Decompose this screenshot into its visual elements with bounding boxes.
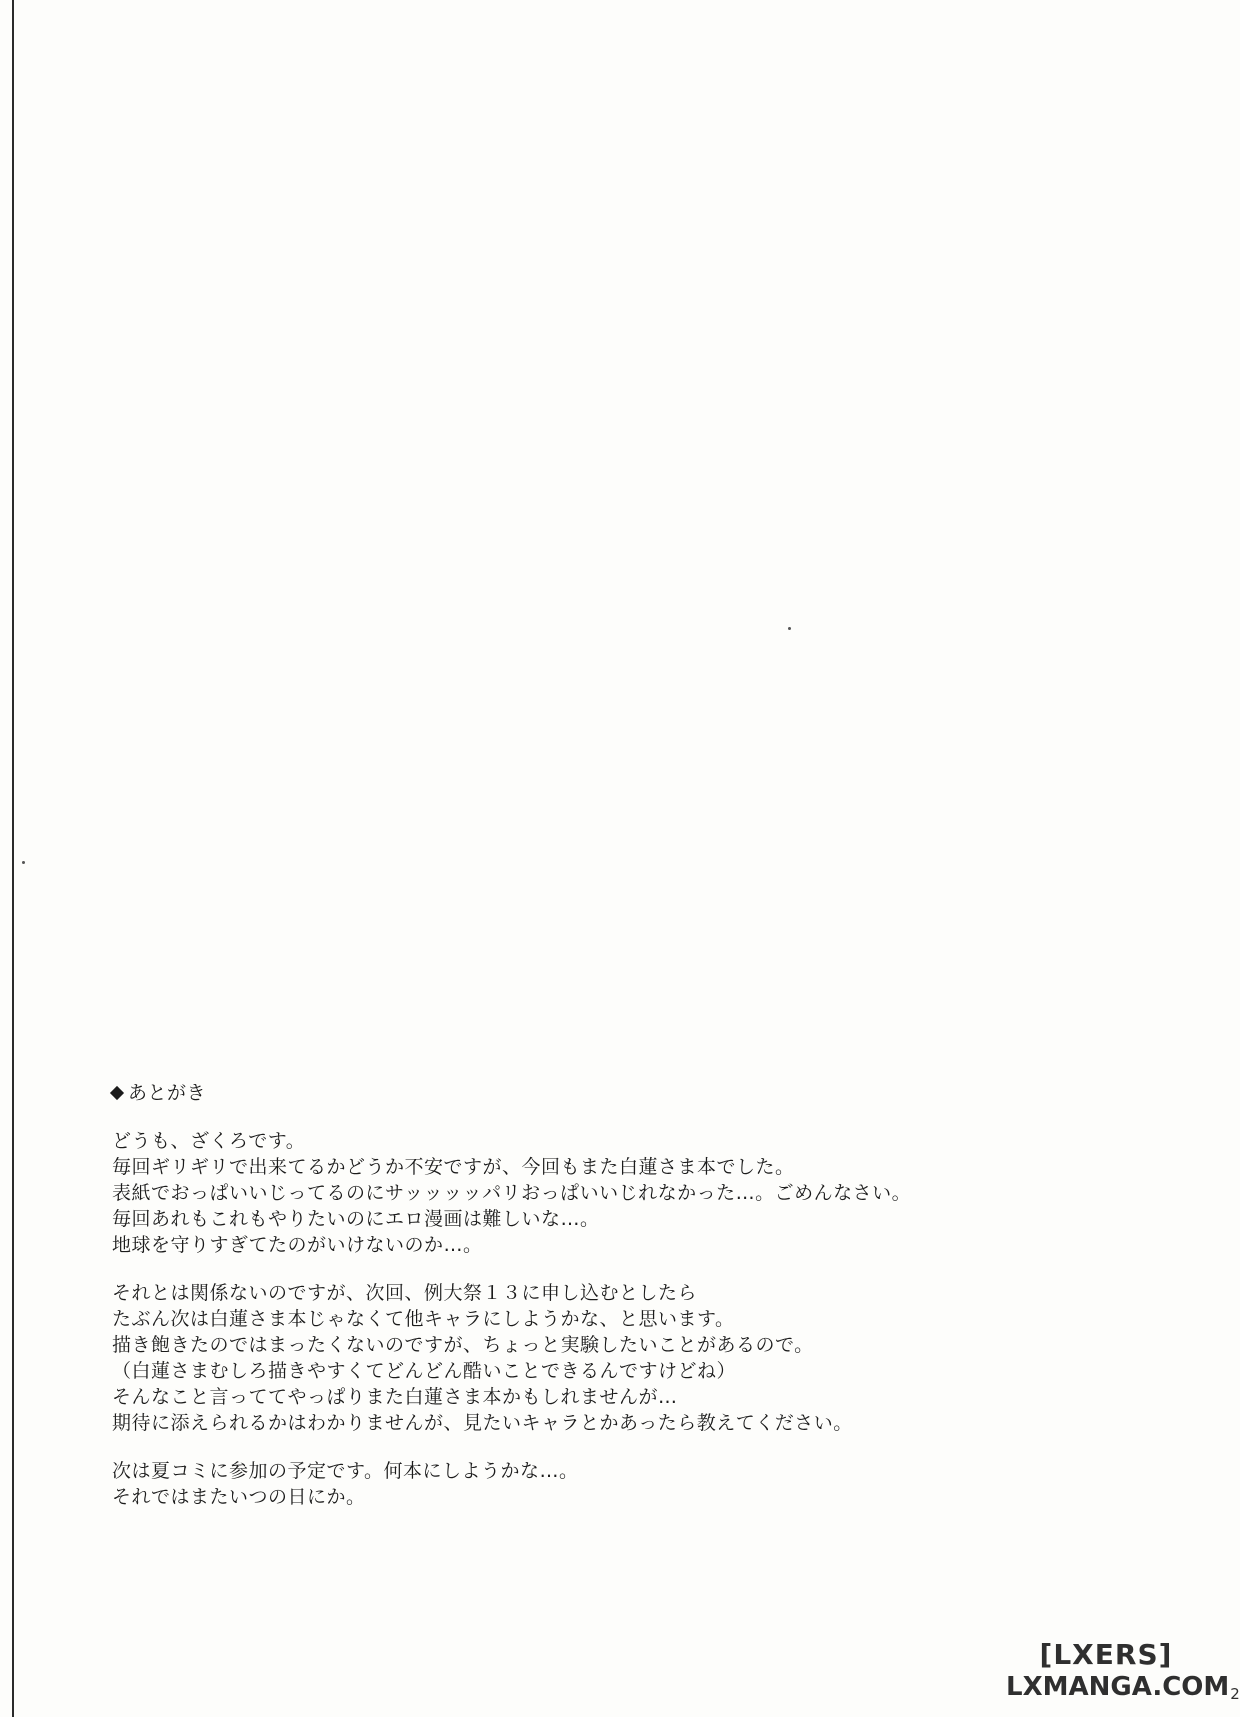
afterword-line: 地球を守りすぎてたのがいけないのか…。 xyxy=(112,1234,483,1256)
speck-mark xyxy=(22,861,25,864)
afterword-line: それではまたいつの日にか。 xyxy=(112,1486,366,1508)
watermark-group-name: [LXERS] xyxy=(1039,1638,1173,1671)
afterword-line: たぶん次は白蓮さま本じゃなくて他キャラにしようかな、と思います。 xyxy=(112,1308,735,1330)
afterword-line: 表紙でおっぱいいじってるのにサッッッッパリおっぱいいじれなかった…。ごめんなさい。 xyxy=(112,1182,912,1204)
afterword-line: 描き飽きたのではまったくないのですが、ちょっと実験したいことがあるので。 xyxy=(112,1334,814,1356)
afterword-heading-text: あとがき xyxy=(128,1082,207,1104)
afterword-line: それとは関係ないのですが、次回、例大祭１３に申し込むとしたら xyxy=(112,1282,698,1304)
watermark-site xyxy=(1006,1672,1240,1709)
afterword-line: （白蓮さまむしろ描きやすくてどんどん酷いことできるんですけどね） xyxy=(112,1360,737,1382)
afterword-line: 毎回ギリギリで出来てるかどうか不安ですが、今回もまた白蓮さま本でした。 xyxy=(112,1156,795,1178)
page-number: 2 xyxy=(1230,1685,1240,1703)
afterword-line: 期待に添えられるかはわかりませんが、見たいキャラとかあったら教えてください。 xyxy=(112,1412,853,1434)
diamond-bullet-icon xyxy=(110,1086,124,1100)
afterword-line: どうも、ざくろです。 xyxy=(112,1130,306,1152)
afterword-heading xyxy=(112,1080,1012,1106)
site-watermark xyxy=(1006,1638,1240,1709)
watermark-site-text: LXMANGA.COM xyxy=(1006,1672,1230,1702)
afterword-line: 毎回あれもこれもやりたいのにエロ漫画は難しいな…。 xyxy=(112,1208,600,1230)
afterword-paragraph xyxy=(112,1128,1012,1258)
afterword-section xyxy=(112,1080,1012,1532)
afterword-paragraph xyxy=(112,1458,1012,1510)
afterword-line: そんなこと言っててやっぱりまた白蓮さま本かもしれませんが… xyxy=(112,1386,678,1408)
speck-mark xyxy=(788,627,791,630)
page-edge-line xyxy=(12,0,14,1717)
afterword-paragraph xyxy=(112,1280,1012,1436)
afterword-line: 次は夏コミに参加の予定です。何本にしようかな…。 xyxy=(112,1460,579,1482)
